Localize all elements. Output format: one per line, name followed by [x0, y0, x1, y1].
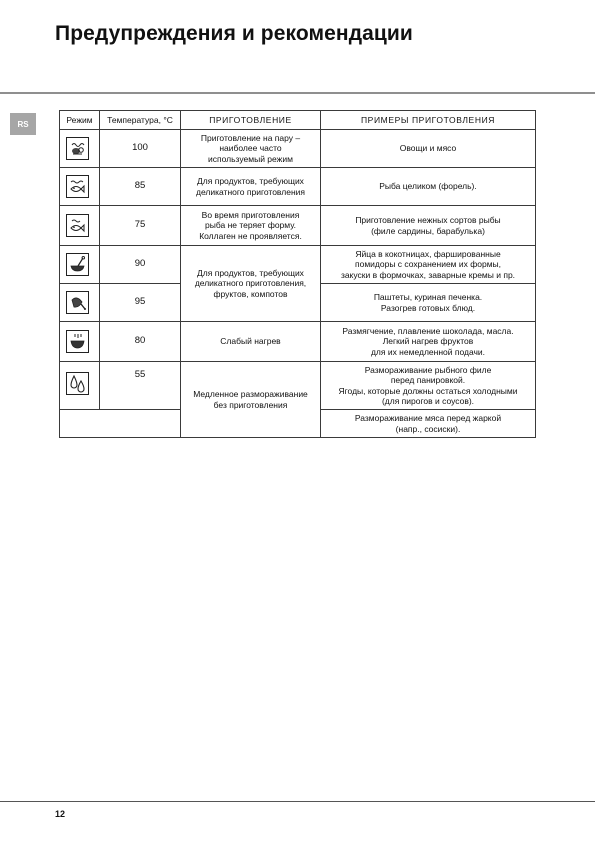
- fish-icon: [66, 175, 89, 198]
- example-line: для их немедленной подачи.: [370, 346, 486, 357]
- table-header-row: [60, 111, 536, 130]
- example-line: Рыба целиком (форель).: [379, 181, 477, 192]
- table-row: [60, 206, 536, 246]
- temperature-cell: 85: [100, 168, 181, 206]
- example-line: Яйца в кокотницах, фаршированные: [355, 248, 501, 259]
- cooking-line: деликатного приготовления,: [194, 278, 307, 289]
- cooking-line: деликатного приготовления: [196, 186, 305, 197]
- temperature-cell: 100: [100, 130, 181, 168]
- header-mode: Режим: [60, 111, 100, 130]
- table-row: [60, 168, 536, 206]
- temperature-cell: 55: [100, 362, 181, 410]
- example-line: (для пирогов и соусов).: [381, 396, 475, 406]
- example-line: Приготовление нежных сортов рыбы: [355, 215, 501, 225]
- temperature-cell: 75: [100, 206, 181, 246]
- mode-cell: [60, 130, 100, 168]
- title-divider: [0, 92, 595, 94]
- header-cooking: ПРИГОТОВЛЕНИЕ: [181, 111, 321, 130]
- temperature-cell: 90: [100, 246, 181, 284]
- cooking-cell: [181, 130, 321, 168]
- example-line: Легкий нагрев фруктов: [382, 336, 474, 347]
- temperature-cell: 80: [100, 322, 181, 362]
- page-number: 12: [55, 809, 66, 819]
- examples-cell: [321, 246, 536, 284]
- header-temperature: Температура, °C: [100, 111, 181, 130]
- melting-bowl-icon: [66, 330, 89, 353]
- steam-vegetables-icon: [66, 137, 89, 160]
- cooking-line: без приготовления: [213, 399, 288, 410]
- examples-cell: [321, 284, 536, 322]
- cooking-line: Для продуктов, требующих: [197, 176, 304, 186]
- fish-gentle-icon: [66, 214, 89, 237]
- example-line: Овощи и мясо: [399, 143, 457, 154]
- cooking-line: Слабый нагрев: [220, 336, 281, 347]
- page-title: Предупреждения и рекомендации: [55, 22, 413, 45]
- table-row: [60, 130, 536, 168]
- chicken-leg-icon: [66, 291, 89, 314]
- examples-cell: [321, 130, 536, 168]
- example-line: Размягчение, плавление шоколада, масла.: [342, 325, 514, 336]
- table-row: [60, 362, 536, 410]
- example-line: Размораживание мяса перед жаркой: [354, 413, 502, 423]
- mode-cell: [60, 362, 100, 410]
- footer-divider: [0, 801, 595, 802]
- example-line: (филе сардины, барабулька): [371, 225, 485, 236]
- examples-cell: [321, 410, 536, 438]
- cooking-line: рыба не теряет форму.: [205, 220, 296, 231]
- mode-cell: [60, 206, 100, 246]
- example-line: помидоры с сохранением их формы,: [354, 259, 502, 270]
- temperature-cell: 95: [100, 284, 181, 322]
- cooking-cell: [181, 168, 321, 206]
- examples-cell: [321, 362, 536, 410]
- example-line: (напр., сосиски).: [395, 423, 461, 434]
- cooking-line: используемый режим: [208, 153, 293, 164]
- mode-cell: [60, 322, 100, 362]
- examples-cell: [321, 322, 536, 362]
- cooking-line: наиболее часто: [219, 143, 282, 154]
- cooking-line: Во время приготовления: [201, 209, 300, 220]
- empty-mode-cell: [60, 410, 181, 438]
- mode-cell: [60, 246, 100, 284]
- example-line: Размораживание рыбного филе: [364, 364, 492, 375]
- table-row: [60, 322, 536, 362]
- table-row: [60, 246, 536, 284]
- water-drops-icon: [66, 372, 89, 395]
- cooking-line: Для продуктов, требующих: [197, 267, 304, 278]
- cooking-cell-merged: [181, 362, 321, 438]
- cooking-cell: [181, 322, 321, 362]
- examples-cell: [321, 206, 536, 246]
- cooking-line: Приготовление на пару –: [200, 132, 301, 143]
- example-line: Паштеты, куриная печенка.: [373, 292, 483, 302]
- mode-cell: [60, 168, 100, 206]
- cooking-cell-merged: [181, 246, 321, 322]
- example-line: закуски в формочках, заварные кремы и пр.: [340, 269, 516, 280]
- cooking-cell: [181, 206, 321, 246]
- mode-cell: [60, 284, 100, 322]
- cooking-modes-table: [59, 110, 536, 438]
- bowl-whisk-icon: [66, 253, 89, 276]
- language-badge: RS: [10, 113, 36, 135]
- header-examples: ПРИМЕРЫ ПРИГОТОВЛЕНИЯ: [321, 111, 536, 130]
- examples-cell: [321, 168, 536, 206]
- cooking-line: фруктов, компотов: [213, 288, 288, 299]
- cooking-line: Коллаген не проявляется.: [199, 230, 302, 241]
- example-line: Ягоды, которые должны остаться холодными: [338, 385, 518, 396]
- example-line: перед панировкой.: [390, 375, 466, 385]
- example-line: Разогрев готовых блюд.: [380, 302, 476, 313]
- cooking-line: Медленное размораживание: [193, 389, 308, 399]
